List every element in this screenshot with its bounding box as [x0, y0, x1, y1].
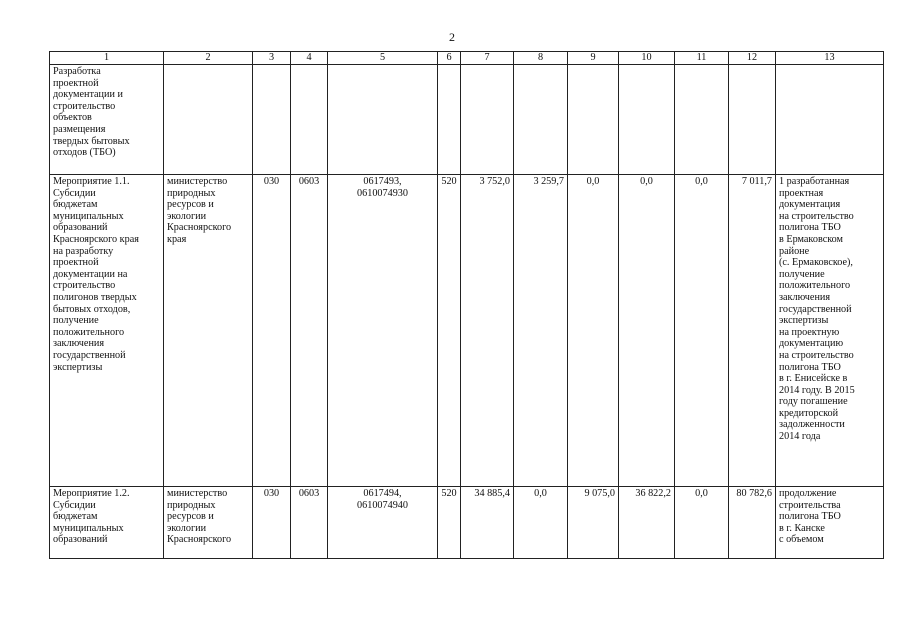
- row2-result: продолжение строительства полигона ТБО в г. Канске с объемом: [776, 487, 884, 559]
- page-number: 2: [449, 30, 455, 44]
- header-col-3: 3: [253, 52, 291, 65]
- row2-col7: 34 885,4: [461, 487, 514, 559]
- row1-col6: 520: [438, 175, 461, 487]
- header-col-6: 6: [438, 52, 461, 65]
- row1-col10: 0,0: [619, 175, 675, 487]
- row2-col4: 0603: [291, 487, 328, 559]
- header-col-11: 11: [675, 52, 729, 65]
- row2-col10: 36 822,2: [619, 487, 675, 559]
- header-col-2: 2: [164, 52, 253, 65]
- row1-activity: Мероприятие 1.1. Субсидии бюджетам муниципальных образований Красноярского края на разработку проектной документации на строительство полигонов твердых бытовых отходов, получение положительного заключения государственной экспертизы: [50, 175, 164, 487]
- subsidy-table: [49, 51, 884, 559]
- row2-codes: 0617494, 0610074940: [328, 487, 438, 559]
- header-col-7: 7: [461, 52, 514, 65]
- header-col-8: 8: [514, 52, 568, 65]
- row2-ministry: министерство природных ресурсов и экологии Красноярского: [164, 487, 253, 559]
- header-col-12: 12: [729, 52, 776, 65]
- row2-activity: Мероприятие 1.2. Субсидии бюджетам муниципальных образований: [50, 487, 164, 559]
- row2-col11: 0,0: [675, 487, 729, 559]
- row1-col12: 7 011,7: [729, 175, 776, 487]
- row2-col3: 030: [253, 487, 291, 559]
- table-row: [50, 487, 884, 559]
- header-col-4: 4: [291, 52, 328, 65]
- header-col-13: 13: [776, 52, 884, 65]
- table-row: [50, 175, 884, 487]
- section-row: [50, 65, 884, 175]
- row1-col7: 3 752,0: [461, 175, 514, 487]
- row1-col4: 0603: [291, 175, 328, 487]
- row1-col9: 0,0: [568, 175, 619, 487]
- header-col-1: 1: [50, 52, 164, 65]
- header-col-10: 10: [619, 52, 675, 65]
- header-col-5: 5: [328, 52, 438, 65]
- row1-ministry: министерство природных ресурсов и экологии Красноярского края: [164, 175, 253, 487]
- section-title: Разработка проектной документации и строительство объектов размещения твердых бытовых отходов (ТБО): [50, 65, 164, 175]
- row1-col3: 030: [253, 175, 291, 487]
- row2-col6: 520: [438, 487, 461, 559]
- row1-codes: 0617493, 0610074930: [328, 175, 438, 487]
- header-col-9: 9: [568, 52, 619, 65]
- row2-col12: 80 782,6: [729, 487, 776, 559]
- row1-col11: 0,0: [675, 175, 729, 487]
- header-row: [50, 52, 884, 65]
- row1-result: 1 разработанная проектная документация на строительство полигона ТБО в Ермаковском районе (с. Ермаковское), получение положительного заключения государственной экспертизы на проектную документацию на строительство полигона ТБО в г. Енисейске в 2014 году. В 2015 году погашение кредиторской задолженности 2014 года: [776, 175, 884, 487]
- row1-col8: 3 259,7: [514, 175, 568, 487]
- row2-col9: 9 075,0: [568, 487, 619, 559]
- row2-col8: 0,0: [514, 487, 568, 559]
